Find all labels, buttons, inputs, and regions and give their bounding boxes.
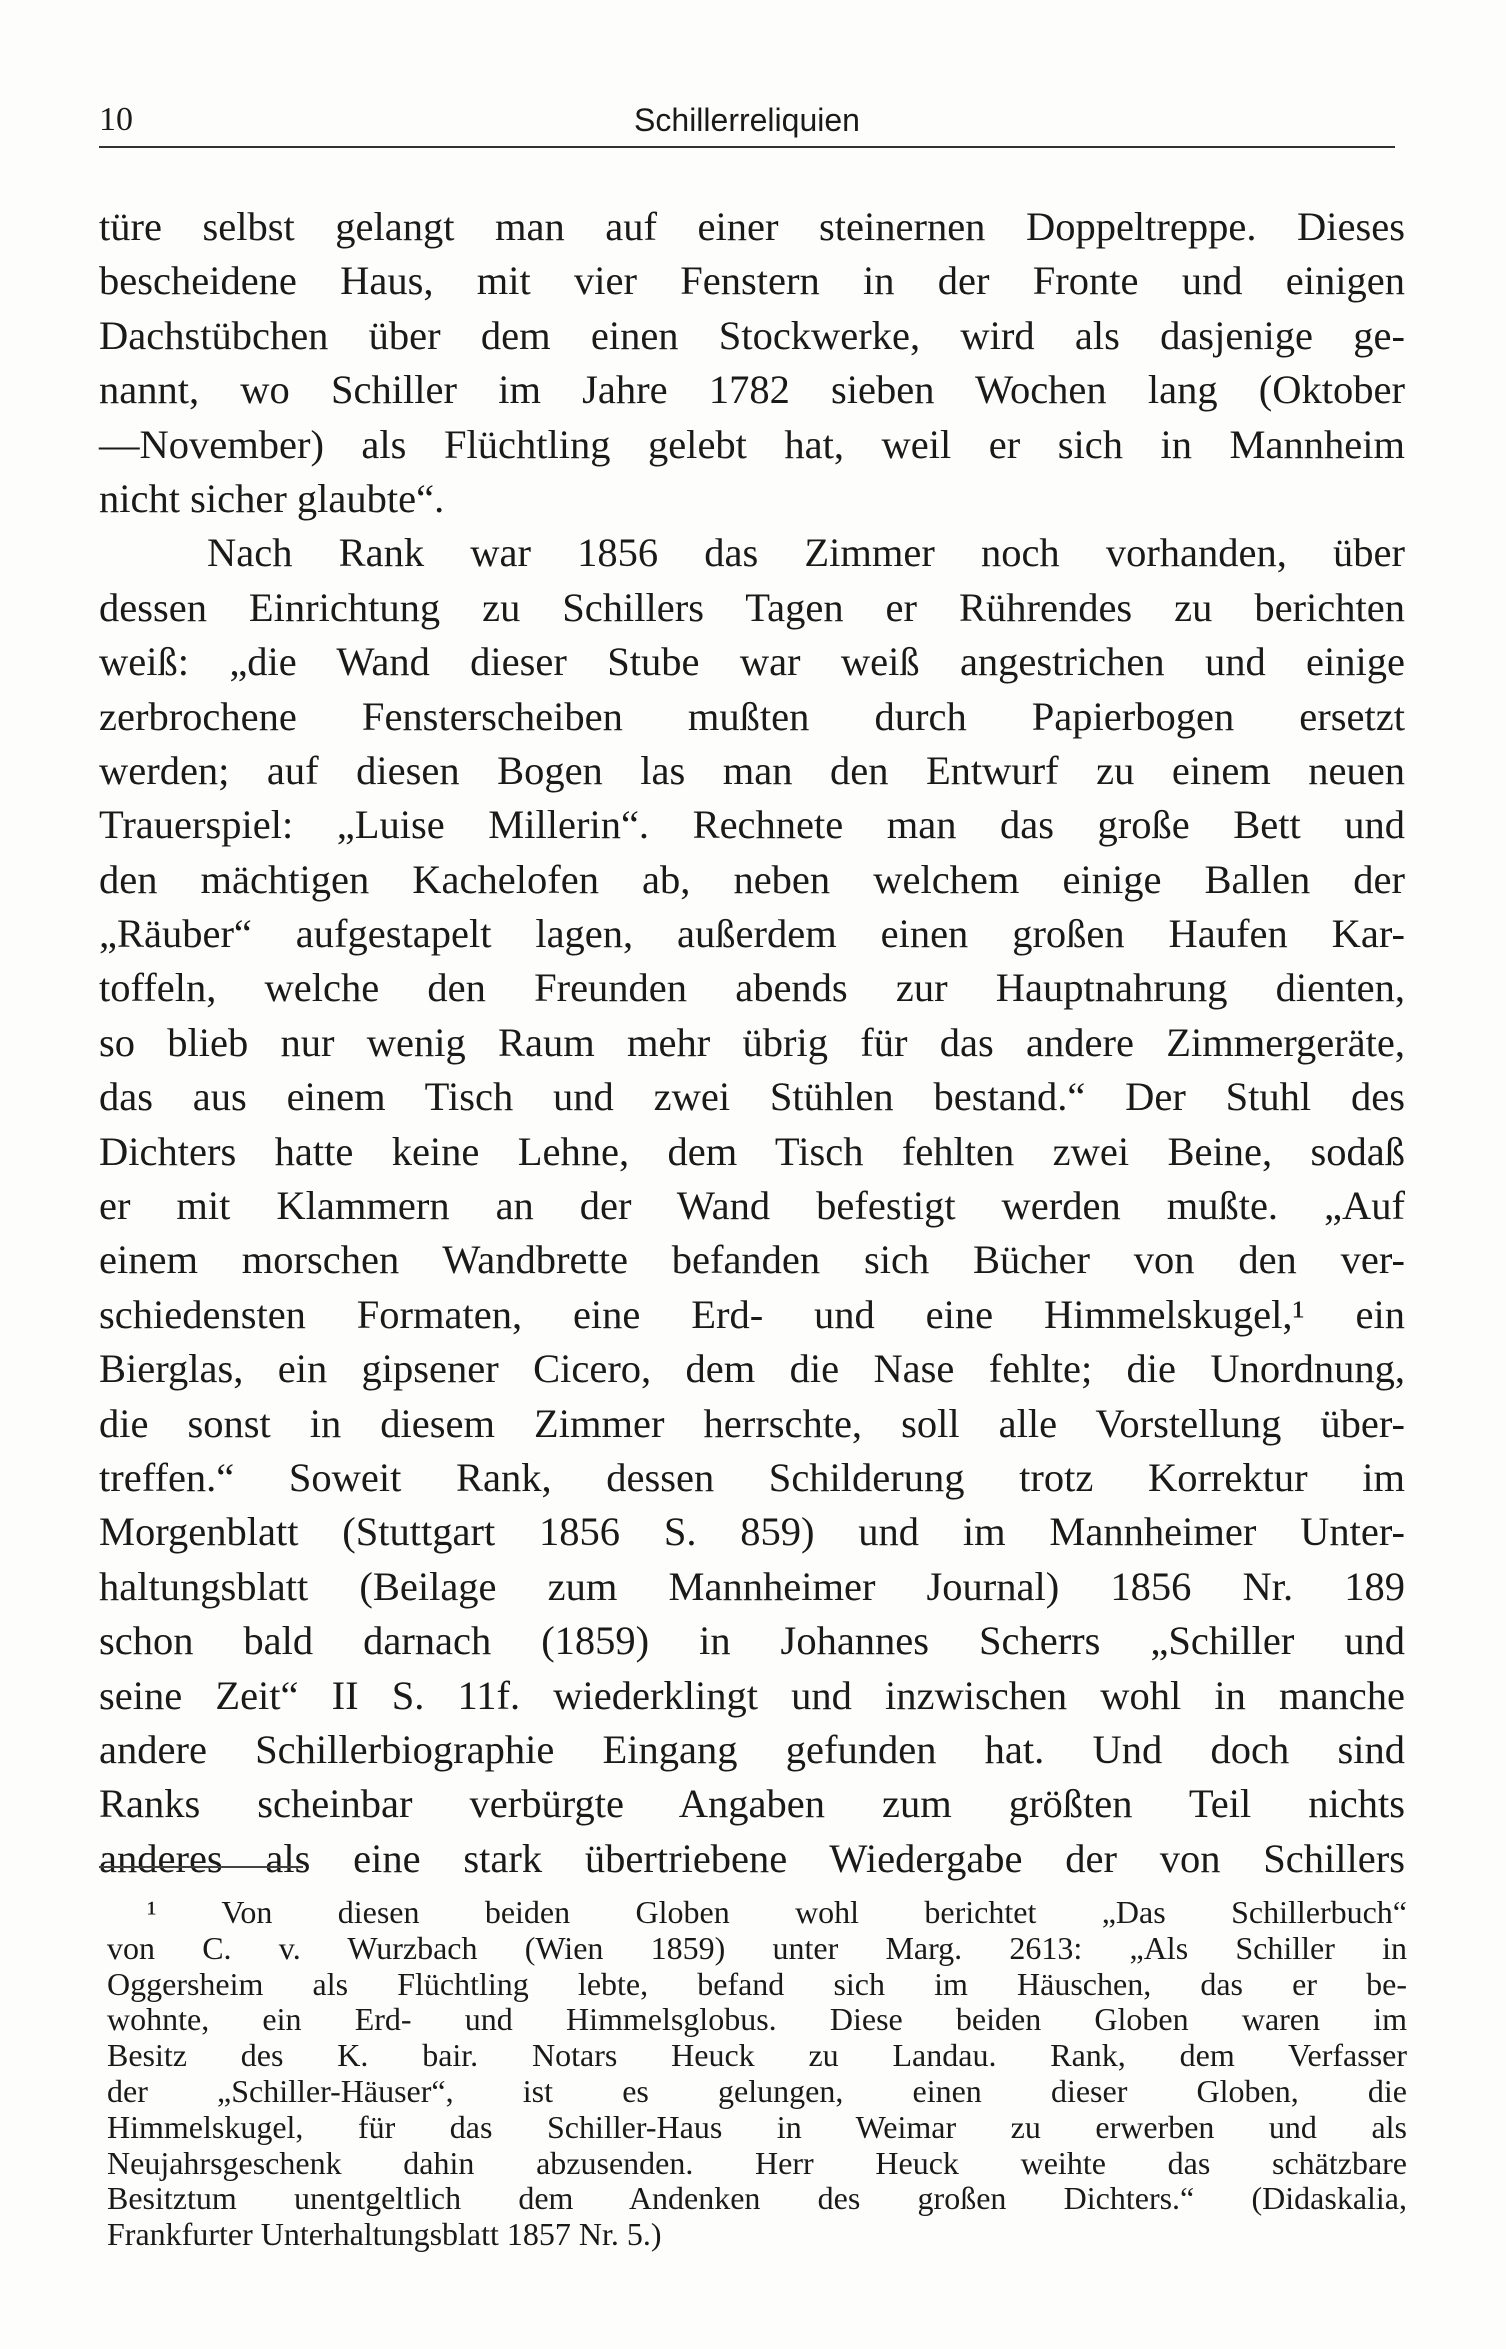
text-line: türe selbst gelangt man auf einer steinernen Doppeltreppe. Dieses	[99, 204, 1405, 249]
text-line: dessen Einrichtung zu Schillers Tagen er Rührendes zu berichten	[99, 584, 1405, 630]
footnote	[107, 1895, 1407, 2253]
text-line: haltungsblatt (Beilage zum Mannheimer Journal) 1856 Nr. 189	[99, 1563, 1405, 1609]
text-line: die sonst in diesem Zimmer herrschte, soll alle Vorstellung über-	[99, 1400, 1405, 1446]
text-line: schon bald darnach (1859) in Johannes Scherrs „Schiller und	[99, 1618, 1405, 1664]
footnote-line: Neujahrsgeschenk dahin abzusenden. Herr Heuck weihte das schätzbare	[107, 2144, 1407, 2181]
text-line: zerbrochene Fensterscheiben mußten durch Papierbogen ersetzt	[99, 693, 1405, 739]
text-line: weiß: „die Wand dieser Stube war weiß angestrichen und einige	[99, 639, 1405, 685]
text-line: das aus einem Tisch und zwei Stühlen bestand.“ Der Stuhl des	[99, 1074, 1405, 1120]
text-line: nannt, wo Schiller im Jahre 1782 sieben Wochen lang (Oktober	[99, 367, 1405, 413]
text-line: toffeln, welche den Freunden abends zur Hauptnahrung dienten,	[99, 965, 1405, 1011]
footnote-divider	[99, 1866, 303, 1868]
text-line: so blieb nur wenig Raum mehr übrig für das andere Zimmergeräte,	[99, 1019, 1405, 1065]
text-line: bescheidene Haus, mit vier Fenstern in der Fronte und einigen	[99, 258, 1405, 304]
text-line: Bierglas, ein gipsener Cicero, dem die Nase fehlte; die Unordnung,	[99, 1346, 1405, 1392]
footnote-line: Himmelskugel, für das Schiller-Haus in Weimar zu erwerben und als	[107, 2108, 1407, 2145]
footnote-line: wohnte, ein Erd- und Himmelsglobus. Diese beiden Globen waren im	[107, 2001, 1407, 2038]
text-line: Ranks scheinbar verbürgte Angaben zum größten Teil nichts	[99, 1781, 1405, 1827]
text-line: schiedensten Formaten, eine Erd- und eine Himmelskugel,¹ ein	[99, 1291, 1405, 1337]
text-line: Trauerspiel: „Luise Millerin“. Rechnete man das große Bett und	[99, 802, 1405, 848]
text-line: er mit Klammern an der Wand befestigt werden mußte. „Auf	[99, 1183, 1405, 1229]
text-line: Dichters hatte keine Lehne, dem Tisch fehlten zwei Beine, sodaß	[99, 1128, 1405, 1174]
text-line: anderes als eine stark übertriebene Wiedergabe der von Schillers	[99, 1835, 1405, 1881]
text-line: Nach Rank war 1856 das Zimmer noch vorhanden, über	[207, 530, 1405, 576]
footnote-line: Besitz des K. bair. Notars Heuck zu Landau. Rank, dem Verfasser	[107, 2037, 1407, 2074]
text-line: nicht sicher glaubte“.	[99, 475, 445, 521]
footnote-line: Oggersheim als Flüchtling lebte, befand sich im Häuschen, das er be-	[107, 1965, 1407, 2002]
footnote-line: Frankfurter Unterhaltungsblatt 1857 Nr. 5.)	[107, 2216, 662, 2253]
running-title: Schillerreliquien	[634, 102, 860, 138]
page-header	[99, 100, 1395, 148]
text-line: „Räuber“ aufgestapelt lagen, außerdem einen großen Haufen Kar-	[99, 911, 1405, 957]
footnote-line: Besitztum unentgeltlich dem Andenken des großen Dichters.“ (Didaskalia,	[107, 2180, 1407, 2217]
text-line: seine Zeit“ II S. 11f. wiederklingt und inzwischen wohl in manche	[99, 1672, 1405, 1718]
body-text	[99, 200, 1405, 1886]
text-line: den mächtigen Kachelofen ab, neben welchem einige Ballen der	[99, 856, 1405, 902]
text-line: andere Schillerbiographie Eingang gefunden hat. Und doch sind	[99, 1726, 1405, 1772]
text-line: einem morschen Wandbrette befanden sich Bücher von den ver-	[99, 1237, 1405, 1283]
page-number: 10	[99, 101, 133, 138]
footnote-line: ¹ Von diesen beiden Globen wohl berichtet „Das Schillerbuch“	[147, 1894, 1407, 1930]
text-line: werden; auf diesen Bogen las man den Entwurf zu einem neuen	[99, 747, 1405, 793]
footnote-line: der „Schiller-Häuser“, ist es gelungen, einen dieser Globen, die	[107, 2072, 1407, 2109]
text-line: Morgenblatt (Stuttgart 1856 S. 859) und im Mannheimer Unter-	[99, 1509, 1405, 1555]
text-line: —November) als Flüchtling gelebt hat, weil er sich in Mannheim	[99, 421, 1405, 467]
text-line: Dachstübchen über dem einen Stockwerke, wird als dasjenige ge-	[99, 312, 1405, 358]
footnote-line: von C. v. Wurzbach (Wien 1859) unter Marg. 2613: „Als Schiller in	[107, 1929, 1407, 1966]
text-line: treffen.“ Soweit Rank, dessen Schilderung trotz Korrektur im	[99, 1454, 1405, 1500]
